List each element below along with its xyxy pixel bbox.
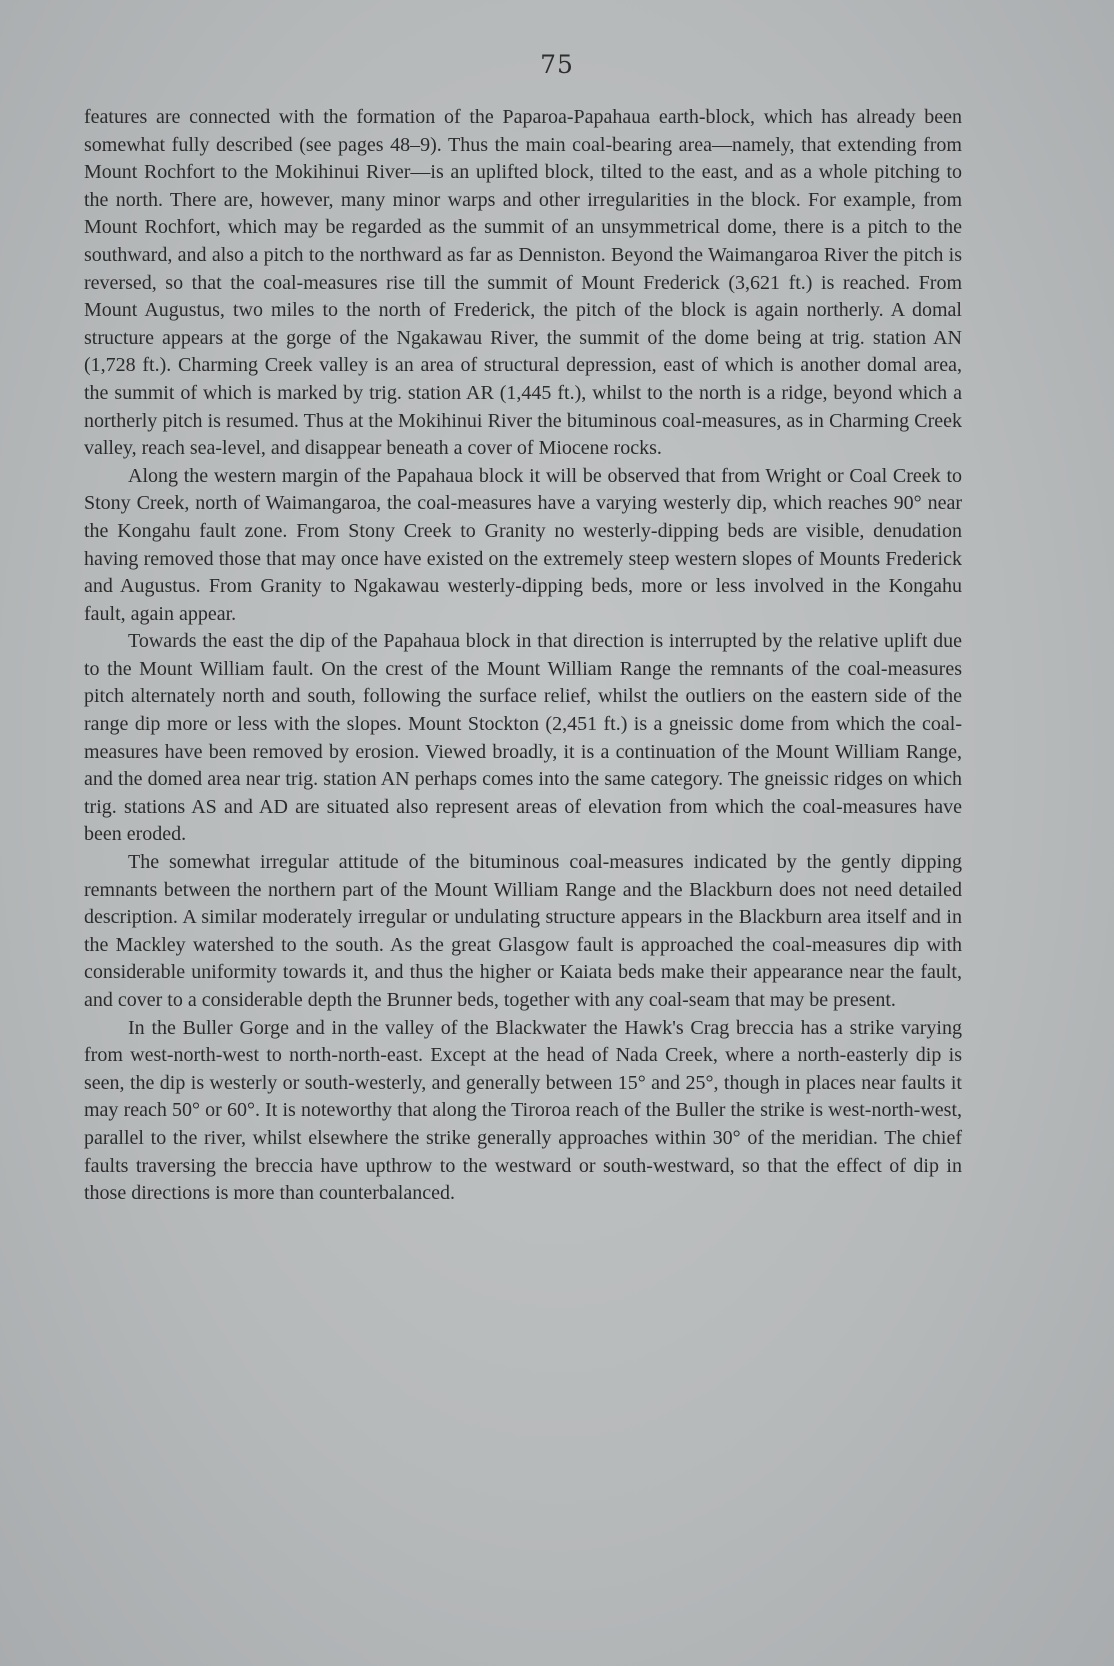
page-number: 75 [540, 50, 574, 79]
paragraph-eastern-dip: Towards the east the dip of the Papahaua block in that direction is interrupted by the relative uplift due to the Mount William fault. On the crest of the Mount William Range the remnants of the coal-measures pitch alternately north and south, following the surface relief, whilst the outliers on the eastern side of the range dip more or less with the slopes. Mount Stockton (2,451 ft.) is a gneissic dome from which the coal-measures have been removed by erosion. Viewed broadly, it is a continuation of the Mount William Range, and the domed area near trig. station AN perhaps comes into the same category. The gneissic ridges on which trig. stations AS and AD are situated also represent areas of elevation from which the coal-measures have been eroded. [84, 630, 962, 846]
paragraph-blackburn-area: The somewhat irregular attitude of the bituminous coal-measures indicated by the gently dipping remnants between the northern part of the Mount William Range and the Blackburn does not need detailed description. A similar moderately irregular or undulating structure appears in the Blackburn area itself and in the Mackley watershed to the south. As the great Glasgow fault is approached the coal-measures dip with considerable uniformity towards it, and thus the higher or Kaiata beds make their appearance near the fault, and cover to a considerable depth the Brunner beds, together with any coal-seam that may be present. [84, 851, 962, 1011]
paragraph-structure-intro: features are connected with the formation of the Paparoa-Papahaua earth-block, which has already been somewhat fully described (see pages 48–9). Thus the main coal-bearing area—namely, that extending from Mount Rochfort to the Mokihinui River—is an uplifted block, tilted to the east, and as a whole pitching to the north. There are, however, many minor warps and other irregularities in the block. For example, from Mount Rochfort, which may be regarded as the summit of an unsymmetrical dome, there is a pitch to the southward, and also a pitch to the northward as far as Denniston. Beyond the Waimangaroa River the pitch is reversed, so that the coal-measures rise till the summit of Mount Frederick (3,621 ft.) is reached. From Mount Augustus, two miles to the north of Frederick, the pitch of the block is again northerly. A domal structure appears at the gorge of the Ngakawau River, the summit of the dome being at trig. station AN (1,728 ft.). Charming Creek valley is an area of structural depression, east of which is another domal area, the summit of which is marked by trig. station AR (1,445 ft.), whilst to the north is a ridge, beyond which a northerly pitch is resumed. Thus at the Mokihinui River the bituminous coal-measures, as in Charming Creek valley, reach sea-level, and disappear beneath a cover of Miocene rocks. [84, 106, 962, 460]
paragraph-western-margin: Along the western margin of the Papahaua block it will be observed that from Wright or Coal Creek to Stony Creek, north of Waimangaroa, the coal-measures have a varying westerly dip, which reaches 90° near the Kongahu fault zone. From Stony Creek to Granity no westerly-dipping beds are visible, denudation having removed those that may once have existed on the extremely steep western slopes of Mounts Frederick and Augustus. From Granity to Ngakawau westerly-dipping beds, more or less involved in the Kongahu fault, again appear. [84, 464, 962, 625]
paragraph-buller-gorge: In the Buller Gorge and in the valley of the Blackwater the Hawk's Crag breccia has a strike varying from west-north-west to north-north-east. Except at the head of Nada Creek, where a north-easterly dip is seen, the dip is westerly or south-westerly, and generally between 15° and 25°, though in places near faults it may reach 50° or 60°. It is noteworthy that along the Tiroroa reach of the Buller the strike is west-north-west, parallel to the river, whilst elsewhere the strike generally approaches within 30° of the meridian. The chief faults traversing the breccia have upthrow to the westward or south-westward, so that the effect of dip in those directions is more than counterbalanced. [84, 1016, 962, 1205]
body-text [84, 104, 962, 1208]
